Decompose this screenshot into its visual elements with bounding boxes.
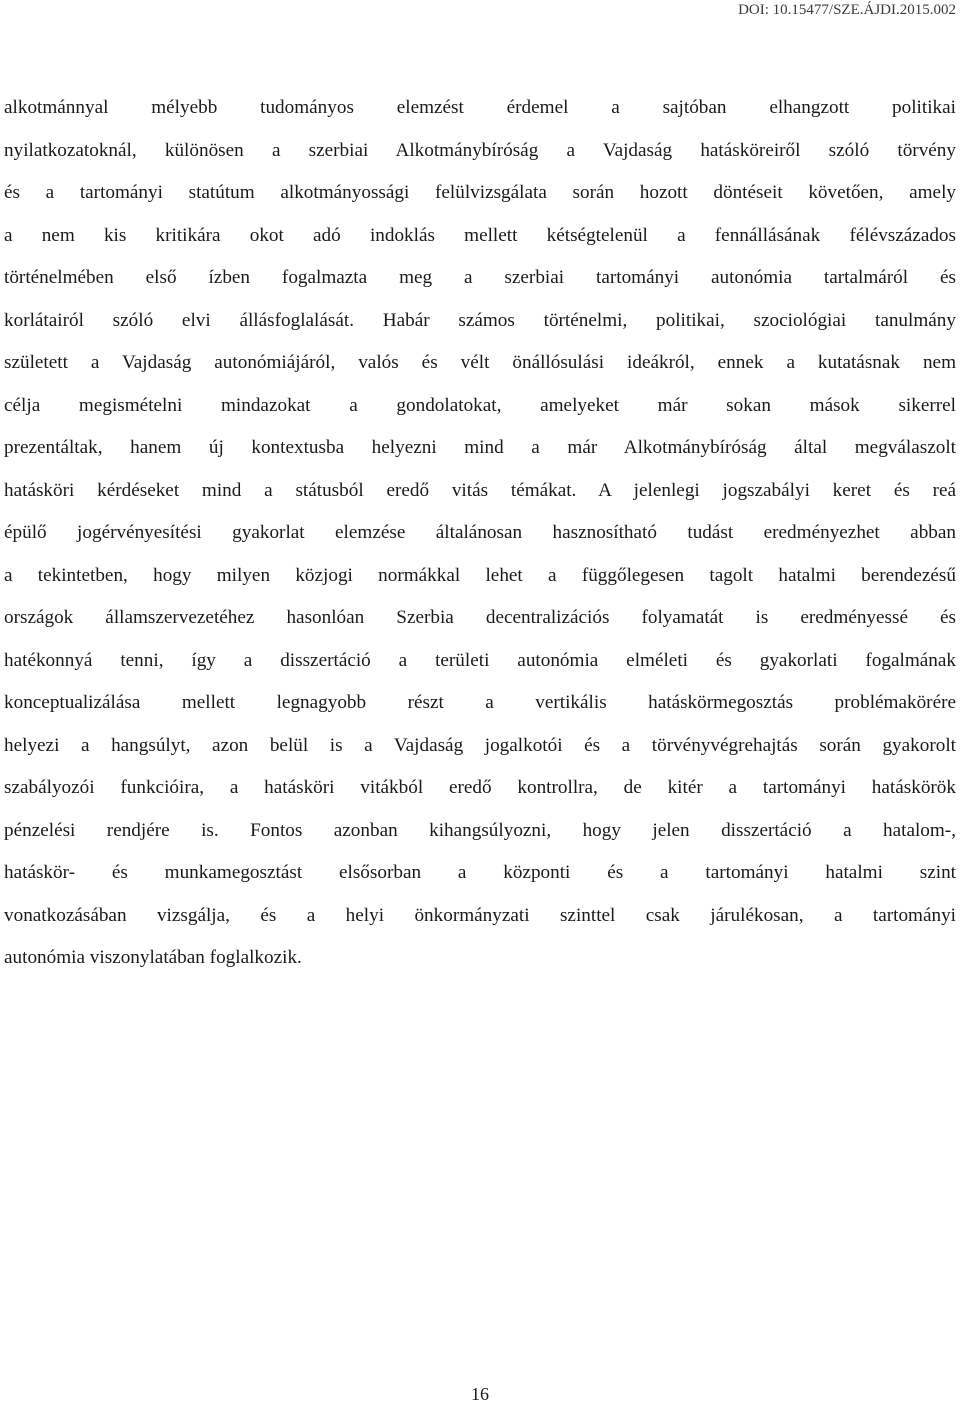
text-line: és a tartományi statútum alkotmányossági felülvizsgálata során hozott döntéseit követően, amely: [4, 182, 956, 203]
page-number: 16: [471, 1384, 489, 1404]
text-line: szabályozói funkcióira, a hatásköri vitákból eredő kontrollra, de kitér a tartományi hatáskörök: [4, 777, 956, 798]
text-line: hatáskör- és munkamegosztást elsősorban a központi és a tartományi hatalmi szint: [4, 862, 956, 883]
text-line: nyilatkozatoknál, különösen a szerbiai Alkotmánybíróság a Vajdaság hatásköreiről szóló törvény: [4, 139, 956, 161]
text-line: korlátairól szóló elvi állásfoglalását. Habár számos történelmi, politikai, szociológiai tanulmány: [4, 309, 956, 331]
text-line: országok államszervezetéhez hasonlóan Szerbia decentralizációs folyamatát is eredményessé és: [4, 607, 956, 628]
text-line: alkotmánnyal mélyebb tudományos elemzést érdemel a sajtóban elhangzott politikai: [4, 97, 956, 118]
text-line: épülő jogérvényesítési gyakorlat elemzése általánosan hasznosítható tudást eredményezhet abban: [4, 522, 956, 543]
text-line: prezentáltak, hanem új kontextusba helyezni mind a már Alkotmánybíróság által megválaszolt: [4, 437, 956, 458]
text-line: a tekintetben, hogy milyen közjogi normákkal lehet a függőlegesen tagolt hatalmi berendezésű: [4, 564, 956, 586]
text-line: történelmében első ízben fogalmazta meg a szerbiai tartományi autonómia tartalmáról és: [4, 267, 956, 288]
text-line: vonatkozásában vizsgálja, és a helyi önkormányzati szinttel csak járulékosan, a tartományi: [4, 904, 956, 926]
doi-header: DOI: 10.15477/SZE.ÁJDI.2015.002: [738, 2, 956, 18]
text-line: született a Vajdaság autonómiájáról, valós és vélt önállósulási ideákról, ennek a kutatásnak nem: [4, 352, 956, 373]
text-line: konceptualizálása mellett legnagyobb részt a vertikális hatáskörmegosztás problémakörére: [4, 692, 956, 713]
text-line: autonómia viszonylatában foglalkozik.: [4, 947, 302, 968]
text-line: hatásköri kérdéseket mind a státusból eredő vitás témákat. A jelenlegi jogszabályi keret és reá: [4, 479, 956, 501]
text-line: pénzelési rendjére is. Fontos azonban kihangsúlyozni, hogy jelen disszertáció a hatalom-,: [4, 819, 956, 841]
body-paragraph: [4, 87, 956, 980]
text-line: hatékonnyá tenni, így a disszertáció a területi autonómia elméleti és gyakorlati fogalmának: [4, 649, 956, 671]
text-line: célja megismételni mindazokat a gondolatokat, amelyeket már sokan mások sikerrel: [4, 394, 956, 416]
text-line: helyezi a hangsúlyt, azon belül is a Vajdaság jogalkotói és a törvényvégrehajtás során gyakorolt: [4, 734, 956, 756]
text-line: a nem kis kritikára okot adó indoklás mellett kétségtelenül a fennállásának félévszázados: [4, 224, 956, 246]
